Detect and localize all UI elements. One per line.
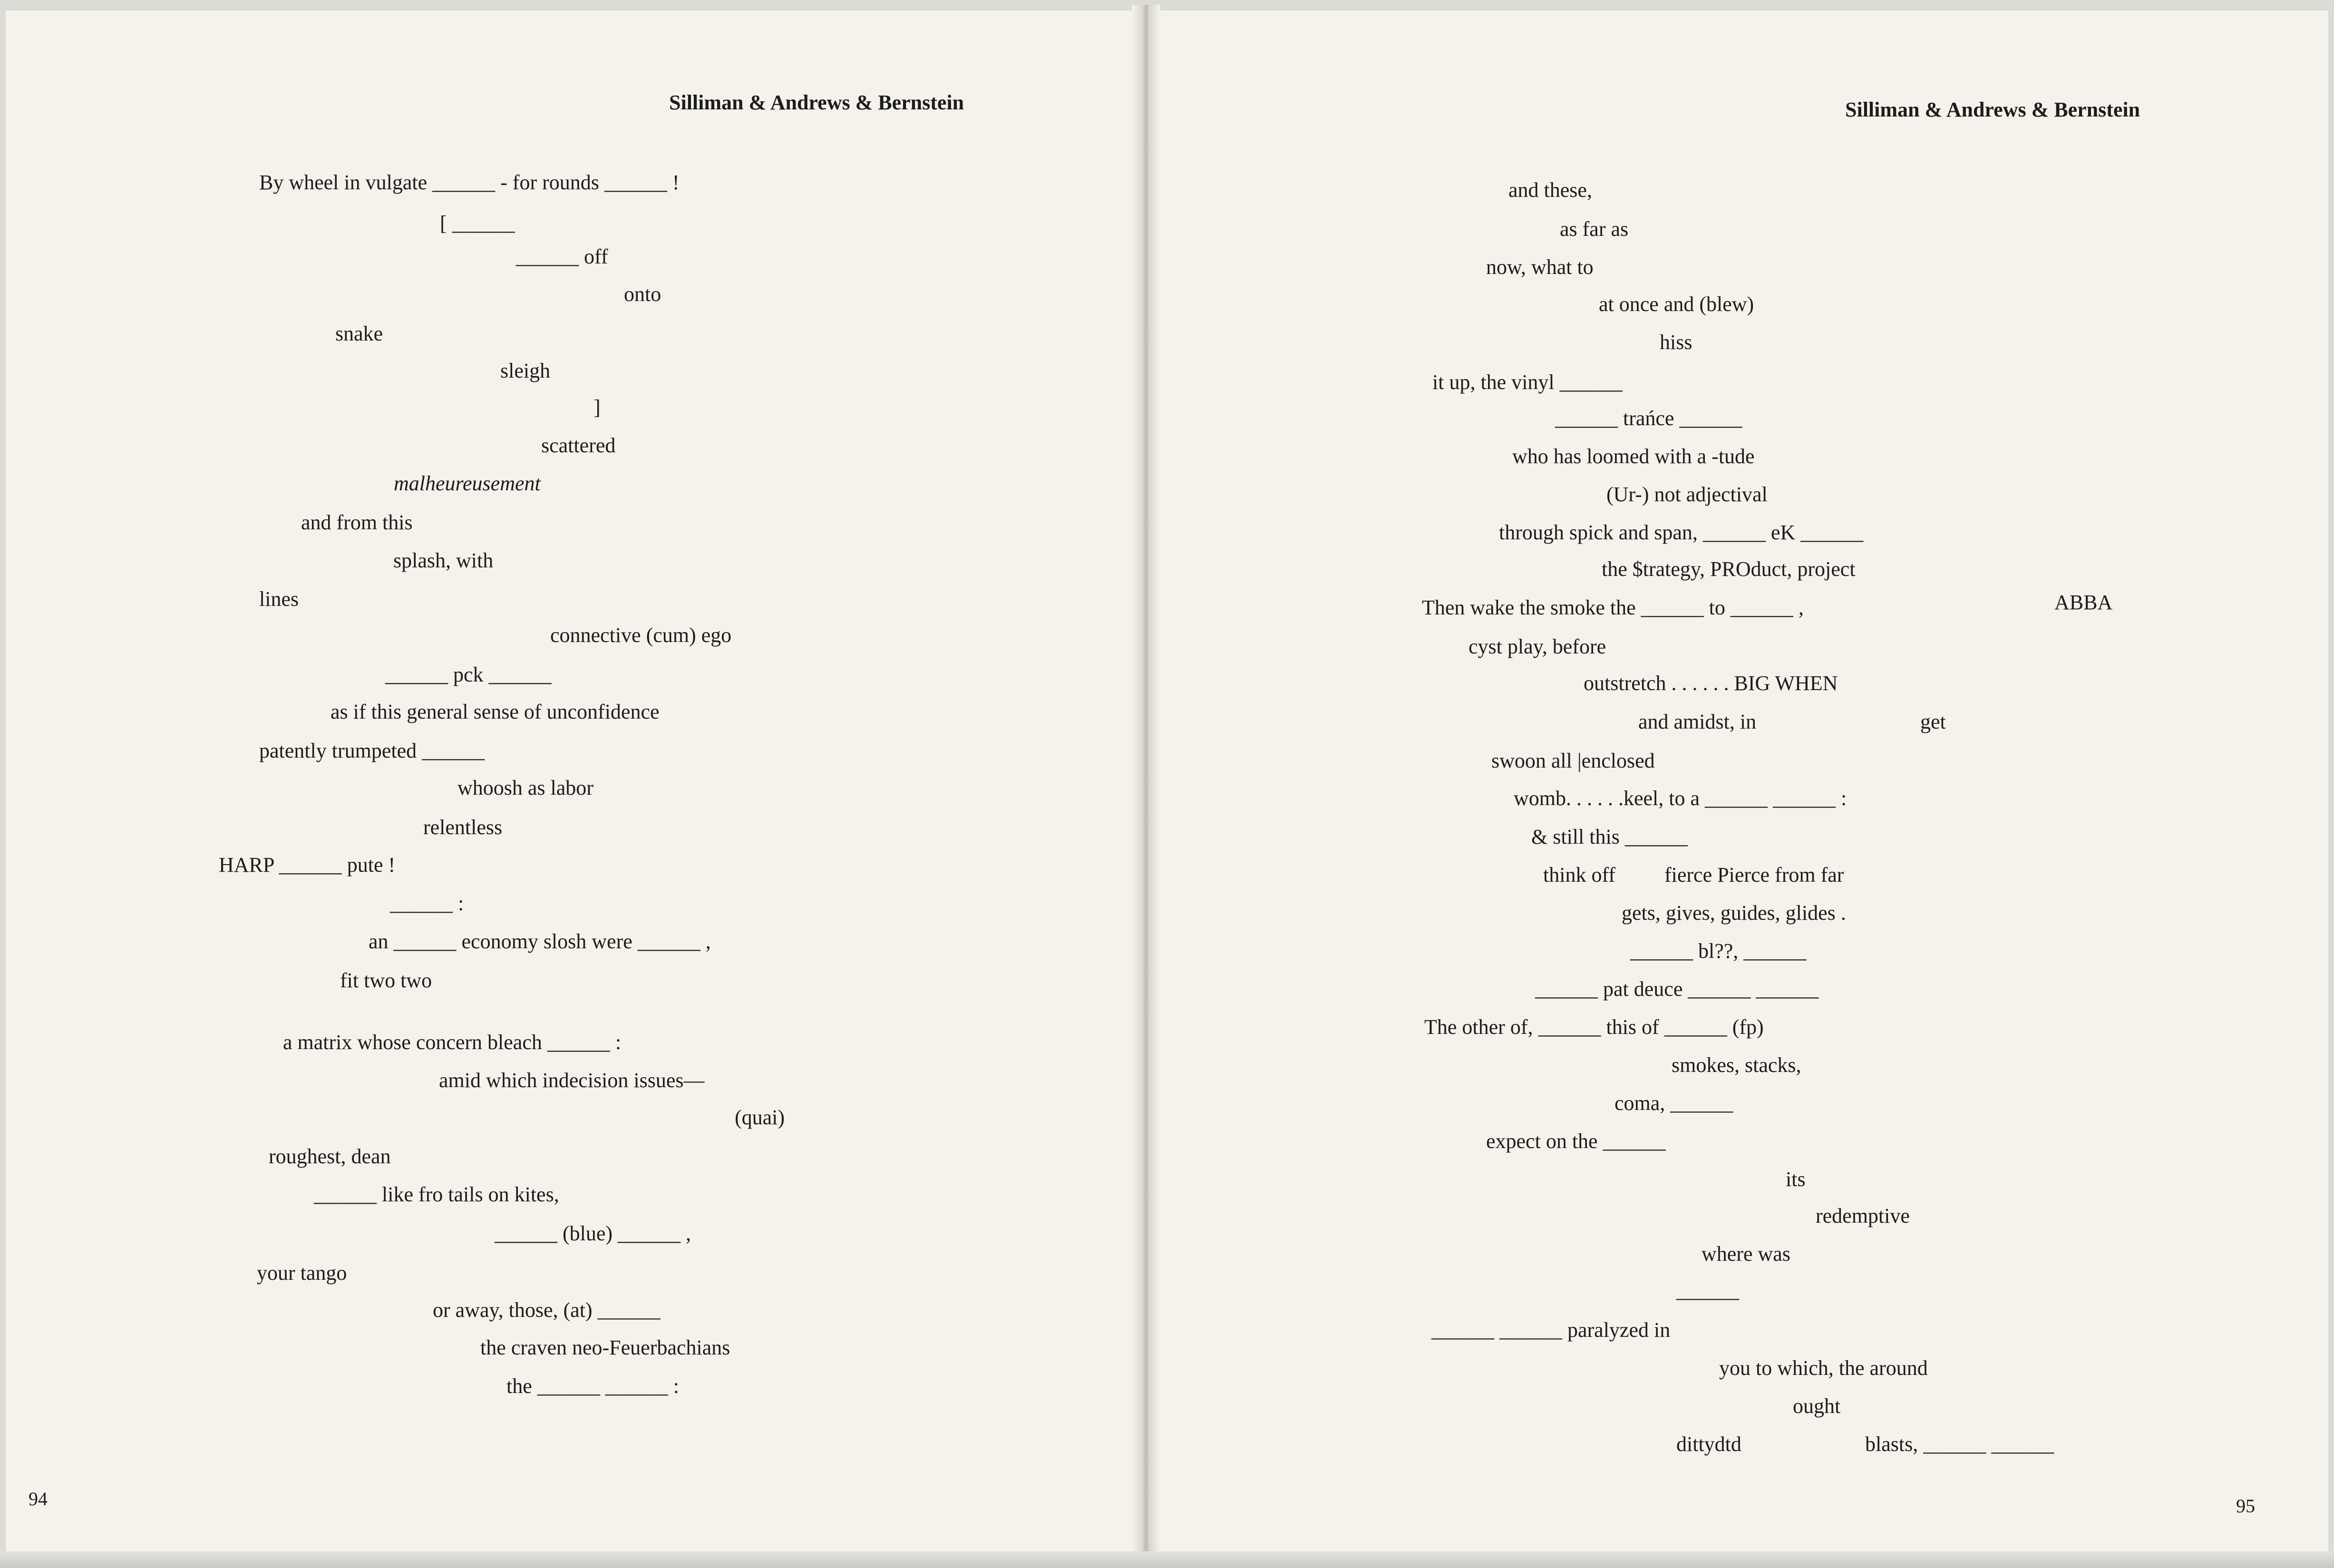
poem-line: blasts, ______ ______ (1865, 1432, 2054, 1456)
poem-line: the ______ ______ : (506, 1374, 679, 1398)
poem-line: coma, ______ (1614, 1091, 1733, 1115)
poem-line: at once and (blew) (1599, 292, 1754, 316)
poem-line: womb. . . . . .keel, to a ______ ______ : (1514, 787, 1847, 810)
page-bottom-edge (0, 1551, 2334, 1568)
poem-line: outstretch . . . . . . BIG WHEN (1584, 672, 1838, 695)
poem-line: the $trategy, PROduct, project (1602, 557, 1856, 581)
poem-line: fierce Pierce from far (1664, 863, 1844, 886)
poem-line: where was (1702, 1242, 1790, 1266)
poem-line: cyst play, before (1468, 635, 1606, 658)
poem-line: it up, the vinyl ______ (1432, 370, 1623, 394)
poem-line: splash, with (393, 549, 494, 572)
poem-line: patently trumpeted ______ (259, 739, 485, 762)
poem-line: ______ like fro tails on kites, (314, 1183, 559, 1206)
poem-line: malheureusement (394, 472, 541, 495)
poem-line: connective (cum) ego (550, 623, 732, 647)
poem-line: ______ pat deuce ______ ______ (1535, 977, 1819, 1001)
poem-line: (Ur-) not adjectival (1606, 483, 1768, 506)
poem-line: By wheel in vulgate ______ - for rounds ______ ! (259, 171, 680, 194)
poem-line: through spick and span, ______ eK ______ (1499, 521, 1864, 544)
poem-line: swoon all |enclosed (1491, 749, 1655, 772)
poem-line: scattered (541, 434, 616, 457)
poem-line: ______ pck ______ (385, 663, 552, 686)
poem-line: who has loomed with a -tude (1512, 445, 1755, 468)
poem-line: now, what to (1486, 255, 1594, 279)
poem-line: onto (624, 282, 661, 306)
poem-line: get (1920, 710, 1946, 733)
poem-line: ] (593, 396, 601, 419)
poem-line: whoosh as labor (457, 776, 593, 799)
poem-line: as far as (1560, 217, 1629, 241)
poem-line: ______ ______ paralyzed in (1431, 1318, 1671, 1342)
poem-line: as if this general sense of unconfidence (331, 700, 660, 723)
poem-line: gets, gives, guides, glides . (1622, 901, 1846, 925)
poem-line: ought (1793, 1394, 1841, 1418)
poem-line: HARP ______ pute ! (219, 853, 396, 877)
poem-line: a matrix whose concern bleach ______ : (283, 1031, 622, 1054)
page-number-left: 94 (29, 1488, 48, 1510)
poem-line: an ______ economy slosh were ______ , (369, 930, 711, 953)
poem-line: (quai) (735, 1106, 785, 1129)
poem-line: and from this (301, 511, 413, 534)
right-page (1148, 10, 2328, 1558)
poem-line: [ ______ (440, 212, 515, 235)
poem-line: dittydtd (1676, 1432, 1741, 1456)
poem-line: The other of, ______ this of ______ (fp) (1424, 1015, 1764, 1039)
poem-line: the craven neo-Feuerbachians (480, 1336, 730, 1359)
poem-line: roughest, dean (269, 1145, 391, 1168)
poem-line: & still this ______ (1531, 825, 1688, 848)
page-number-right: 95 (2236, 1495, 2255, 1517)
poem-line: redemptive (1816, 1204, 1910, 1227)
poem-line: lines (259, 587, 299, 611)
running-header-left: Silliman & Andrews & Bernstein (669, 91, 964, 114)
running-header-right: Silliman & Andrews & Bernstein (1845, 98, 2140, 121)
poem-line: smokes, stacks, (1672, 1053, 1801, 1077)
poem-line: ______ (blue) ______ , (495, 1222, 691, 1245)
poem-line: and amidst, in (1638, 710, 1757, 733)
poem-line: think off (1543, 863, 1615, 886)
poem-line: Then wake the smoke the ______ to ______ , (1422, 596, 1804, 619)
poem-line: its (1786, 1168, 1806, 1191)
poem-line: amid which indecision issues— (439, 1069, 705, 1092)
poem-line: ______ : (390, 892, 464, 915)
poem-line: ______ off (516, 245, 608, 268)
poem-line: ______ trańce ______ (1555, 407, 1742, 430)
poem-line: fit two two (340, 969, 432, 992)
poem-line: ______ (1676, 1279, 1739, 1302)
poem-line: ______ bl??, ______ (1630, 939, 1807, 963)
poem-line: hiss (1660, 331, 1692, 354)
poem-line: sleigh (500, 359, 551, 382)
poem-line: expect on the ______ (1486, 1130, 1666, 1153)
poem-line: and these, (1508, 178, 1592, 202)
poem-line: your tango (257, 1261, 347, 1285)
poem-line: you to which, the around (1719, 1356, 1928, 1380)
book-gutter (1132, 5, 1160, 1568)
poem-line: relentless (423, 816, 503, 839)
poem-line: or away, those, (at) ______ (433, 1298, 661, 1322)
poem-line: snake (335, 322, 383, 345)
poem-line: ABBA (2054, 591, 2113, 614)
